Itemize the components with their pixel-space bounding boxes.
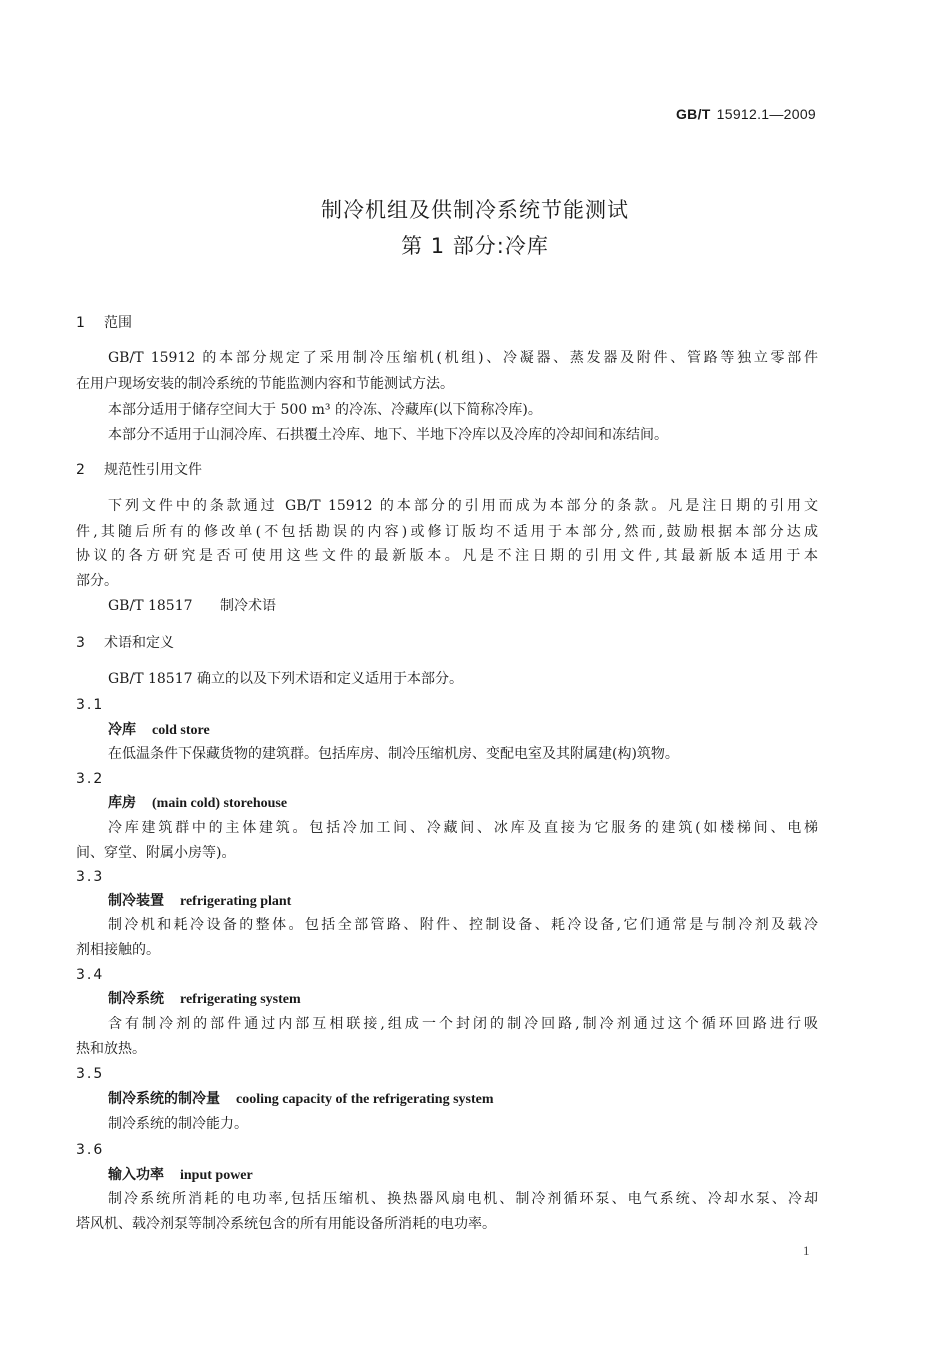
term-heading	[108, 989, 301, 1010]
normative-reference	[108, 596, 276, 616]
paragraph-line: 在用户现场安装的制冷系统的节能监测内容和节能测试方法。	[76, 376, 454, 392]
section-number: 2	[76, 462, 85, 478]
section-title: 范围	[104, 315, 132, 331]
term-definition: 间、穿堂、附属小房等)。	[76, 845, 236, 861]
section-title: 术语和定义	[104, 635, 174, 651]
term-english: refrigerating system	[180, 992, 301, 1007]
term-heading	[108, 891, 291, 912]
section-3-heading	[76, 633, 174, 653]
term-chinese: 库房	[108, 795, 136, 811]
section-title: 规范性引用文件	[104, 462, 202, 478]
reference-title: 制冷术语	[220, 598, 276, 614]
page-number: 1	[803, 1243, 810, 1258]
term-heading	[108, 793, 287, 814]
paragraph-line: 部分。	[76, 573, 118, 589]
term-chinese: 制冷系统	[108, 991, 164, 1007]
term-english: cold store	[152, 723, 210, 738]
term-chinese: 冷库	[108, 722, 136, 738]
term-definition: 制冷系统的制冷能力。	[108, 1116, 248, 1132]
paragraph-line: GB/T 18517 确立的以及下列术语和定义适用于本部分。	[108, 671, 463, 687]
term-definition: 热和放热。	[76, 1041, 146, 1057]
term-chinese: 输入功率	[108, 1167, 164, 1183]
document-subtitle: 第 1 部分:冷库	[401, 234, 549, 258]
section-2-heading	[76, 460, 202, 480]
term-number: 3.2	[76, 771, 105, 787]
term-english: (main cold) storehouse	[152, 796, 288, 811]
term-definition: 冷库建筑群中的主体建筑。包括冷加工间、冷藏间、冰库及直接为它服务的建筑(如楼梯间、电梯	[108, 820, 818, 836]
term-heading	[108, 720, 210, 741]
term-definition: 制冷机和耗冷设备的整体。包括全部管路、附件、控制设备、耗冷设备,它们通常是与制冷剂及载冷	[108, 917, 818, 933]
document-title: 制冷机组及供制冷系统节能测试	[321, 198, 629, 222]
standard-prefix: GB/T	[675, 106, 711, 122]
reference-code: GB/T 18517	[108, 598, 193, 614]
term-english: input power	[180, 1168, 253, 1183]
paragraph-line: 本部分不适用于山洞冷库、石拱覆土冷库、地下、半地下冷库以及冷库的冷却间和冻结间。	[108, 427, 668, 443]
section-number: 1	[76, 315, 85, 331]
paragraph-line: 协议的各方研究是否可使用这些文件的最新版本。凡是不注日期的引用文件,其最新版本适用于本	[76, 548, 818, 564]
term-definition: 在低温条件下保藏货物的建筑群。包括库房、制冷压缩机房、变配电室及其附属建(构)筑物。	[108, 746, 679, 762]
paragraph-line: 本部分适用于储存空间大于 500 m³ 的冷冻、冷藏库(以下简称冷库)。	[108, 402, 542, 418]
term-number: 3.4	[76, 967, 105, 983]
term-heading	[108, 1165, 253, 1186]
term-number: 3.6	[76, 1142, 105, 1158]
term-number: 3.5	[76, 1066, 105, 1082]
term-number: 3.3	[76, 869, 105, 885]
term-definition: 制冷系统所消耗的电功率,包括压缩机、换热器风扇电机、制冷剂循环泵、电气系统、冷却水泵、冷却	[108, 1191, 818, 1207]
paragraph-line: GB/T 15912 的本部分规定了采用制冷压缩机(机组)、冷凝器、蒸发器及附件、管路等独立零部件	[108, 350, 818, 366]
standard-code	[676, 106, 816, 122]
paragraph-line: 件,其随后所有的修改单(不包括勘误的内容)或修订版均不适用于本部分,然而,鼓励根据本部分达成	[76, 524, 818, 540]
section-1-heading	[76, 313, 132, 333]
term-english: cooling capacity of the refrigerating system	[236, 1092, 494, 1107]
term-number: 3.1	[76, 697, 105, 713]
term-definition: 剂相接触的。	[76, 942, 160, 958]
section-number: 3	[76, 635, 85, 651]
standard-number: 15912.1—2009	[716, 106, 816, 122]
term-heading	[108, 1089, 494, 1110]
term-english: refrigerating plant	[180, 894, 292, 909]
term-chinese: 制冷系统的制冷量	[108, 1091, 220, 1107]
term-chinese: 制冷装置	[108, 893, 164, 909]
term-definition: 塔风机、载冷剂泵等制冷系统包含的所有用能设备所消耗的电功率。	[76, 1216, 496, 1232]
term-definition: 含有制冷剂的部件通过内部互相联接,组成一个封闭的制冷回路,制冷剂通过这个循环回路进行吸	[108, 1016, 818, 1032]
paragraph-line: 下列文件中的条款通过 GB/T 15912 的本部分的引用而成为本部分的条款。凡是注日期的引用文	[108, 498, 818, 514]
